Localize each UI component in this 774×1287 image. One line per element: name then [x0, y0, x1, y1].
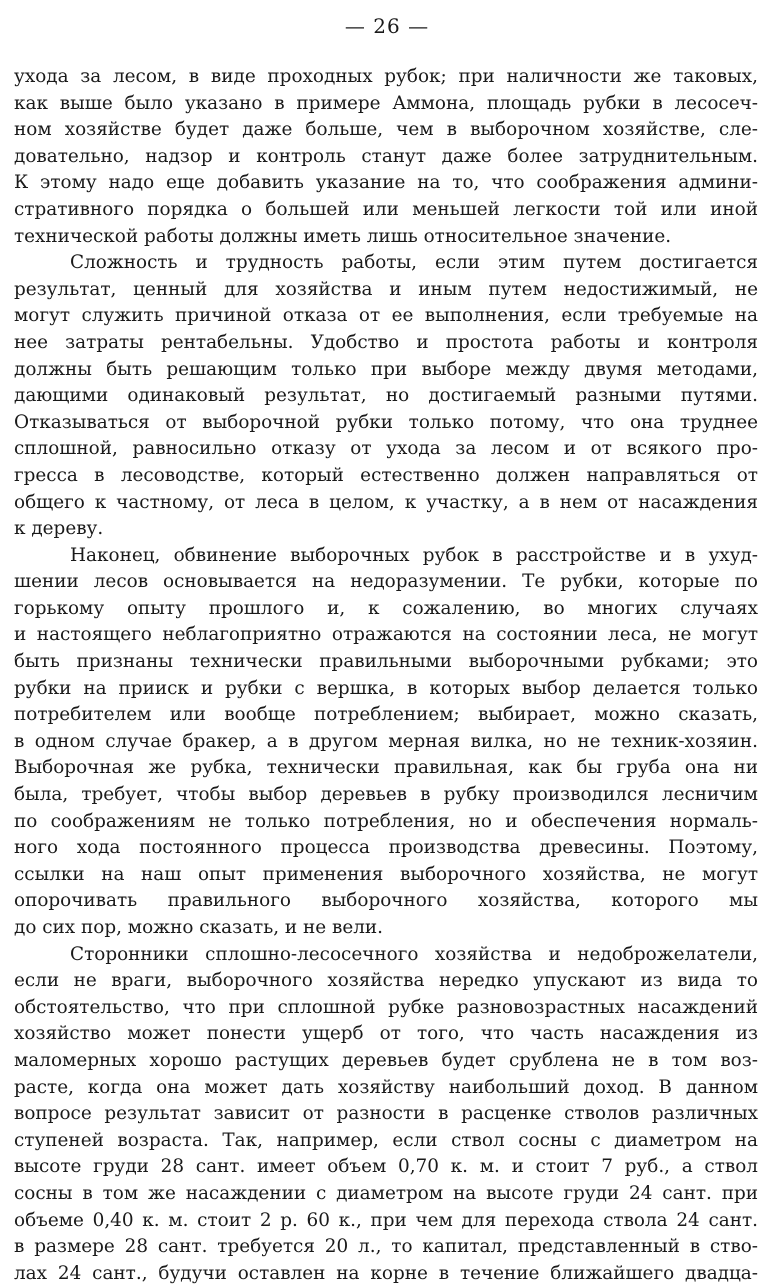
text-line: до сих пор, можно сказать, и не вели. — [14, 917, 384, 938]
text-line: лах 24 сант., будучи оставлен на корне в течение ближайшего двадца- — [14, 1262, 758, 1284]
text-line: расте, когда она может дать хозяйству наибольший доход. В данном — [14, 1076, 758, 1098]
text-line: дающими одинаковый результат, но достигаемый разными путями. — [14, 385, 758, 407]
text-line: по соображениям не только потребления, но и обеспечения нормаль- — [14, 810, 758, 832]
text-line: Сложность и трудность работы, если этим путем достигается — [70, 252, 758, 274]
text-line: довательно, надзор и контроль станут даже более затруднительным. — [14, 145, 758, 167]
body-text — [14, 64, 758, 1287]
text-line: Сторонники сплошно-лесосечного хозяйства и недоброжелатели, — [70, 943, 758, 965]
text-line: Отказываться от выборочной рубки только потому, что она труднее — [14, 411, 758, 433]
text-line: рубки на прииск и рубки с вершка, в которых выбор делается только — [14, 677, 758, 699]
text-line: опорочивать правильного выборочного хозяйства, которого мы — [14, 890, 758, 912]
text-line: к дереву. — [14, 518, 104, 540]
text-line: шении лесов основывается на недоразумении. Те рубки, которые по — [14, 571, 758, 593]
text-line: обстоятельство, что при сплошной рубке разновозрастных насаждений — [14, 996, 758, 1018]
text-line: сплошной, равносильно отказу от ухода за лесом и от всякого про- — [14, 438, 758, 460]
text-line: Выборочная же рубка, технически правильная, как бы груба она ни — [14, 757, 758, 779]
text-line: технической работы должны иметь лишь относительное значение. — [14, 225, 672, 247]
text-line: в размере 28 сант. требуется 20 л., то капитал, представленный в ство- — [14, 1236, 758, 1258]
text-line: хозяйство может понести ущерб от того, что часть насаждения из — [14, 1023, 758, 1045]
text-line: вопросе результат зависит от разности в расценке стволов различных — [14, 1103, 758, 1125]
text-line: как выше было указано в примере Аммона, площадь рубки в лесосеч- — [14, 92, 758, 114]
text-line: и настоящего неблагоприятно отражаются на состоянии леса, не могут — [14, 624, 758, 646]
text-line: должны быть решающим только при выборе между двумя методами, — [14, 358, 758, 380]
text-line: общего к частному, от леса в целом, к участку, а в нем от насаждения — [14, 491, 758, 513]
text-line: К этому надо еще добавить указание на то, что соображения админи- — [14, 172, 758, 194]
text-line: маломерных хорошо растущих деревьев будет срублена не в том воз- — [14, 1049, 758, 1071]
text-line: была, требует, чтобы выбор деревьев в рубку производился лесничим — [14, 784, 758, 806]
text-line: потребителем или вообще потреблением; выбирает, можно сказать, — [14, 704, 758, 726]
text-line: горькому опыту прошлого и, к сожалению, во многих случаях — [14, 597, 758, 619]
paragraph — [14, 942, 758, 1287]
text-line: гресса в лесоводстве, который естественно должен направляться от — [14, 464, 758, 486]
paragraph — [14, 543, 758, 942]
text-line: быть признаны технически правильными выборочными рубками; это — [14, 651, 758, 673]
text-line: ного хода постоянного процесса производства древесины. Поэтому, — [14, 837, 758, 859]
text-line: стративного порядка о большей или меньшей легкости той или иной — [14, 198, 758, 220]
text-line: ухода за лесом, в виде проходных рубок; при наличности же таковых, — [14, 66, 758, 87]
text-line: сосны в том же насаждении с диаметром на высоте груди 24 сант. при — [14, 1182, 758, 1204]
text-line: объеме 0,40 к. м. стоит 2 р. 60 к., при чем для перехода ствола 24 сант. — [14, 1209, 758, 1231]
text-line: высоте груди 28 сант. имеет объем 0,70 к. м. и стоит 7 руб., а ствол — [14, 1156, 758, 1178]
text-line: в одном случае бракер, а в другом мерная вилка, но не техник-хозяин. — [14, 730, 758, 752]
text-line: если не враги, выборочного хозяйства нередко упускают из вида то — [14, 970, 758, 992]
text-line: ступеней возраста. Так, например, если ствол сосны с диаметром на — [14, 1129, 758, 1151]
text-line: ном хозяйстве будет даже больше, чем в выборочном хозяйстве, сле- — [14, 119, 758, 141]
text-line: ссылки на наш опыт применения выборочного хозяйства, не могут — [14, 863, 758, 885]
text-line: могут служить причиной отказа от ее выполнения, если требуемые на — [14, 305, 758, 327]
text-line: результат, ценный для хозяйства и иным путем недостижимый, не — [14, 278, 758, 300]
text-line: нее затраты рентабельны. Удобство и простота работы и контроля — [14, 331, 758, 353]
page-number: — 26 — — [344, 14, 430, 38]
paragraph — [14, 64, 758, 250]
paragraph — [14, 250, 758, 543]
text-line: Наконец, обвинение выборочных рубок в расстройстве и в ухуд- — [70, 544, 758, 566]
